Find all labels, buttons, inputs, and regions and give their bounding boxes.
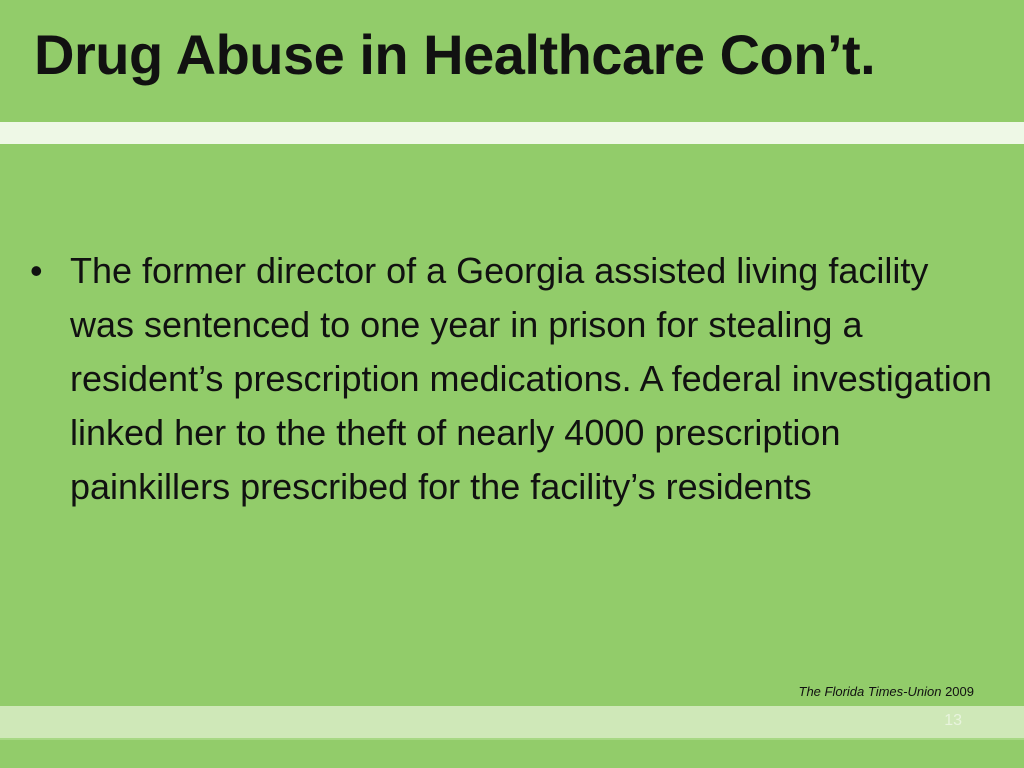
citation-year: 2009 [941, 684, 974, 699]
slide-title: Drug Abuse in Healthcare Con’t. [34, 23, 876, 86]
citation [799, 684, 974, 699]
title-divider [0, 122, 1024, 144]
title-band [0, 0, 1024, 120]
bullet-list [30, 244, 1000, 514]
footer-band [0, 706, 1024, 738]
bullet-text: The former director of a Georgia assisted living facility was sentenced to one year in prison for stealing a resident’s prescription medications. A federal investigation linked her to the theft of nearly 4000 prescription painkillers prescribed for the facility’s residents [70, 250, 992, 507]
bullet-item [30, 244, 1000, 514]
page-number: 13 [944, 712, 962, 729]
slide-content [0, 144, 1024, 706]
citation-source: The Florida Times-Union [798, 684, 942, 699]
bullet-icon: • [30, 250, 43, 291]
footer-bottom [0, 738, 1024, 768]
